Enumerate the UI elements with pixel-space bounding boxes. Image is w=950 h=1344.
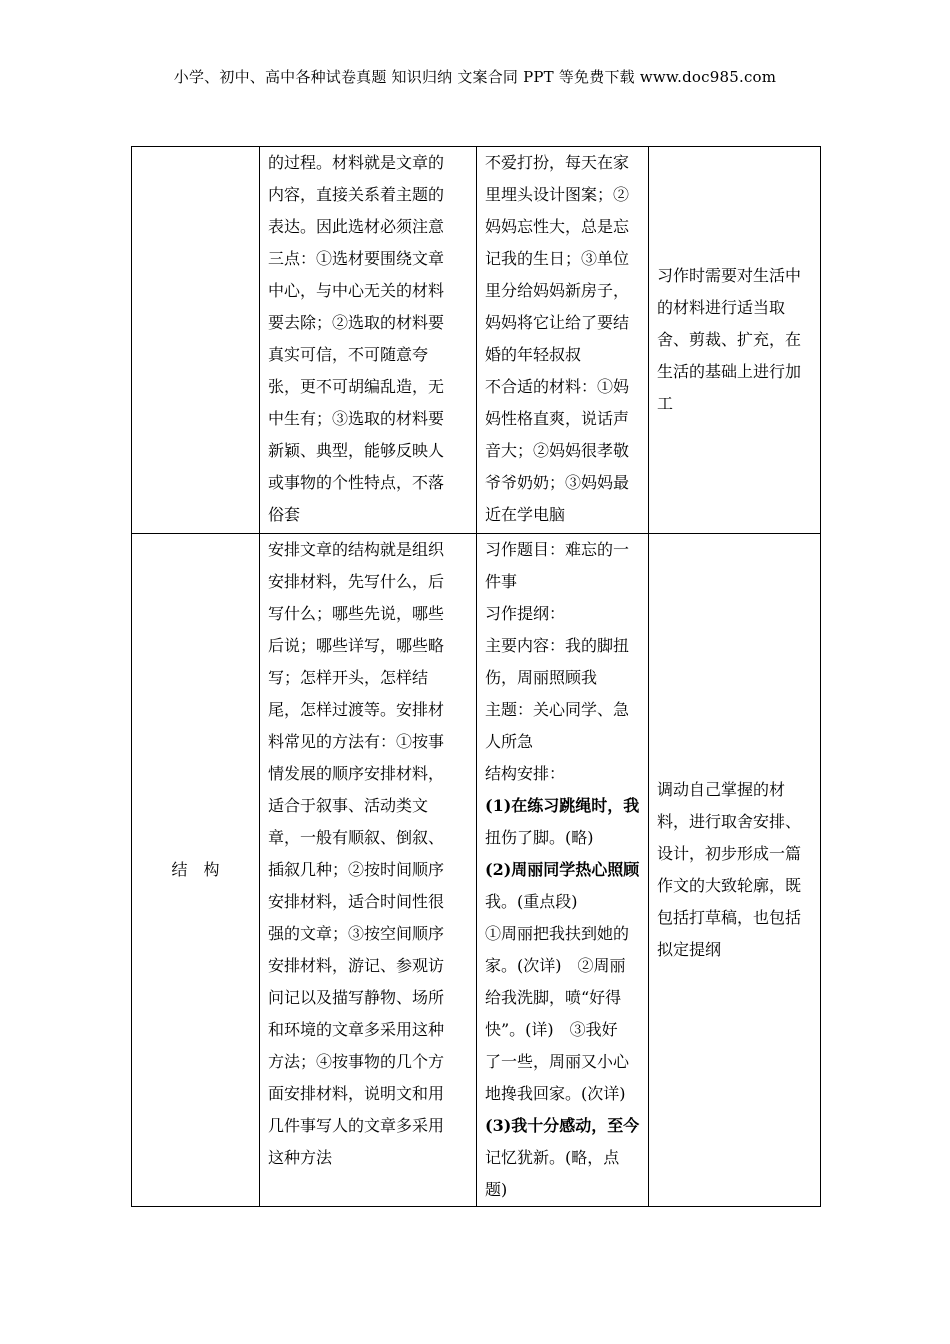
text-line: 快”。(详) ③我好 [485, 1020, 618, 1039]
text-line: 工 [657, 394, 674, 413]
text-line: 拟定提纲 [657, 940, 722, 959]
practice-text [657, 774, 812, 966]
text-line: 内容，直接关系着主题的 [268, 185, 445, 204]
text-line: 习作提纲： [485, 604, 566, 623]
example-cell [477, 147, 649, 534]
text-line: 俗套 [268, 505, 301, 524]
row-label: 结 构 [171, 860, 220, 879]
text-line: (3)我十分感动，至今 [485, 1116, 640, 1135]
text-line: ①周丽把我扶到她的 [485, 924, 630, 943]
text-line: 中生有；③选取的材料要 [268, 409, 445, 428]
text-line: 安排文章的结构就是组织 [268, 540, 445, 559]
text-line: 题) [485, 1180, 508, 1199]
text-line: 这种方法 [268, 1148, 333, 1167]
explanation-text [268, 534, 468, 1174]
example-text [485, 147, 640, 531]
text-line: 习作时需要对生活中 [657, 266, 802, 285]
practice-text [657, 260, 812, 420]
text-line: 生活的基础上进行加 [657, 362, 802, 381]
text-line: 张，更不可胡编乱造，无 [268, 377, 445, 396]
page-header: 小学、初中、高中各种试卷真题 知识归纳 文案合同 PPT 等免费下载 www.doc985.com [173, 68, 777, 86]
text-line: 地搀我回家。(次详) [485, 1084, 626, 1103]
text-line: 妈妈将它让给了要结 [485, 313, 630, 332]
text-line: 件事 [485, 572, 518, 591]
text-line: 强的文章；③按空间顺序 [268, 924, 445, 943]
text-line: 不合适的材料：①妈 [485, 377, 630, 396]
text-line: 的材料进行适当取 [657, 298, 786, 317]
text-line: 作文的大致轮廓，既 [657, 876, 802, 895]
text-line: 要去除；②选取的材料要 [268, 313, 445, 332]
text-line: 尾，怎样过渡等。安排材 [268, 700, 445, 719]
text-line: 章，一般有顺叙、倒叙、 [268, 828, 445, 847]
text-line: 料，进行取舍安排、 [657, 812, 802, 831]
text-line: 几件事写人的文章多采用 [268, 1116, 445, 1135]
text-line: 新颖、典型，能够反映人 [268, 441, 445, 460]
text-line: 我。(重点段) [485, 892, 578, 911]
text-line: 真实可信，不可随意夸 [268, 345, 429, 364]
text-line: 插叙几种；②按时间顺序 [268, 860, 445, 879]
writing-guide-table [131, 146, 821, 1207]
text-line: (1)在练习跳绳时，我 [485, 796, 640, 815]
example-cell [477, 534, 649, 1207]
text-line: 音大；②妈妈很孝敬 [485, 441, 630, 460]
text-line: 包括打草稿，也包括 [657, 908, 802, 927]
text-line: 后说；哪些详写，哪些略 [268, 636, 445, 655]
example-text [485, 534, 640, 1206]
text-line: 问记以及描写静物、场所 [268, 988, 445, 1007]
text-line: 调动自己掌握的材 [657, 780, 786, 799]
explanation-cell [260, 147, 477, 534]
text-line: 伤，周丽照顾我 [485, 668, 598, 687]
text-line: 记忆犹新。(略，点 [485, 1148, 620, 1167]
text-line: 三点：①选材要围绕文章 [268, 249, 445, 268]
text-line: 主要内容：我的脚扭 [485, 636, 630, 655]
text-line: 安排材料，先写什么，后 [268, 572, 445, 591]
text-line: 扭伤了脚。(略) [485, 828, 594, 847]
text-line: 写；怎样开头，怎样结 [268, 668, 429, 687]
text-line: 主题：关心同学、急 [485, 700, 630, 719]
text-line: 安排材料，游记、参观访 [268, 956, 445, 975]
practice-cell [649, 534, 821, 1207]
text-line: 记我的生日；③单位 [485, 249, 630, 268]
text-line: 适合于叙事、活动类文 [268, 796, 429, 815]
text-line: 和环境的文章多采用这种 [268, 1020, 445, 1039]
text-line: 表达。因此选材必须注意 [268, 217, 445, 236]
text-line: 习作题目：难忘的一 [485, 540, 630, 559]
text-line: 婚的年轻叔叔 [485, 345, 582, 364]
text-line: 设计，初步形成一篇 [657, 844, 802, 863]
text-line: 里分给妈妈新房子， [485, 281, 630, 300]
text-line: (2)周丽同学热心照顾 [485, 860, 640, 879]
practice-cell [649, 147, 821, 534]
text-line: 爷爷奶奶；③妈妈最 [485, 473, 630, 492]
text-line: 料常见的方法有：①按事 [268, 732, 445, 751]
text-line: 的过程。材料就是文章的 [268, 153, 445, 172]
explanation-text [268, 147, 468, 531]
text-line: 近在学电脑 [485, 505, 566, 524]
text-line: 里埋头设计图案；② [485, 185, 630, 204]
row-label-cell [132, 534, 260, 1207]
text-line: 写什么；哪些先说，哪些 [268, 604, 445, 623]
text-line: 结构安排： [485, 764, 566, 783]
text-line: 给我洗脚，喷“好得 [485, 988, 622, 1007]
text-line: 或事物的个性特点，不落 [268, 473, 445, 492]
text-line: 面安排材料，说明文和用 [268, 1084, 445, 1103]
text-line: 舍、剪裁、扩充，在 [657, 330, 802, 349]
explanation-cell [260, 534, 477, 1207]
text-line: 方法；④按事物的几个方 [268, 1052, 445, 1071]
text-line: 了一些，周丽又小心 [485, 1052, 630, 1071]
text-line: 妈妈忘性大，总是忘 [485, 217, 630, 236]
text-line: 情发展的顺序安排材料， [268, 764, 445, 783]
text-line: 不爱打扮，每天在家 [485, 153, 630, 172]
text-line: 家。(次详) ②周丽 [485, 956, 626, 975]
row-label-cell [132, 147, 260, 534]
table-row [132, 534, 821, 1207]
text-line: 中心，与中心无关的材料 [268, 281, 445, 300]
text-line: 人所急 [485, 732, 534, 751]
table-row [132, 147, 821, 534]
text-line: 妈性格直爽，说话声 [485, 409, 630, 428]
text-line: 安排材料，适合时间性很 [268, 892, 445, 911]
